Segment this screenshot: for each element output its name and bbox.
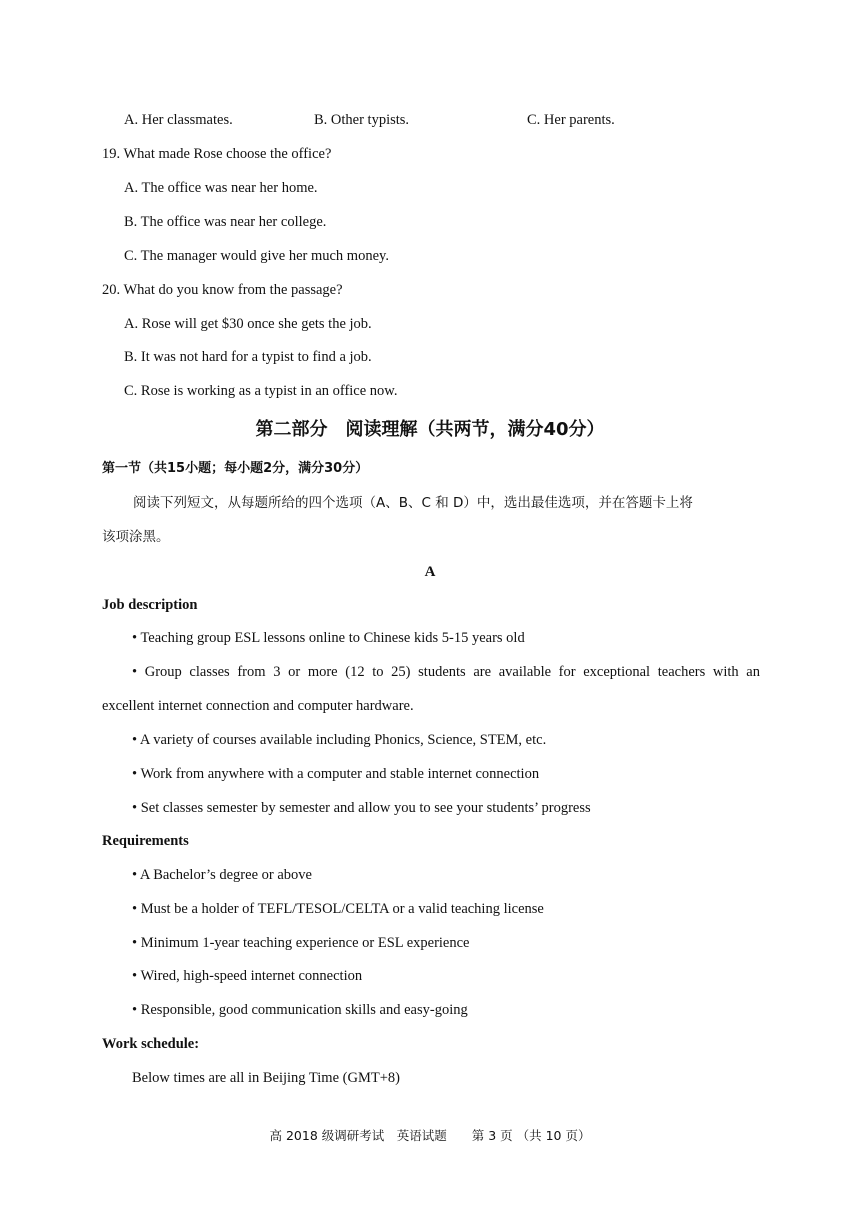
q19-option-c: C. The manager would give her much money. [124,248,389,264]
q19-option-b: B. The office was near her college. [124,214,327,230]
q20-option-a: A. Rose will get $30 once she gets the job. [124,316,372,332]
work-schedule-note: Below times are all in Beijing Time (GMT+8) [132,1070,400,1086]
q20-question: 20. What do you know from the passage? [102,282,343,298]
requirement-item: • Must be a holder of TEFL/TESOL/CELTA or a valid teaching license [132,901,544,917]
instruction-line-2: 该项涂黑。 [102,529,170,545]
job-description-title: Job description [102,597,198,613]
q19-question: 19. What made Rose choose the office? [102,146,332,162]
q19-option-a: A. The office was near her home. [124,180,318,196]
q20-option-c: C. Rose is working as a typist in an office now. [124,383,398,399]
job-item: • Teaching group ESL lessons online to Chinese kids 5-15 years old [132,630,525,646]
requirement-item: • Responsible, good communication skills and easy-going [132,1002,468,1018]
job-item: • Set classes semester by semester and allow you to see your students’ progress [132,800,591,816]
requirements-title: Requirements [102,833,189,849]
job-item: • Work from anywhere with a computer and stable internet connection [132,766,540,782]
requirement-item: • Wired, high-speed internet connection [132,968,363,984]
job-item: • A variety of courses available including Phonics, Science, STEM, etc. [132,732,547,748]
q18-options [124,110,724,130]
passage-letter: A [424,564,436,580]
job-item: • Group classes from 3 or more (12 to 25) students are available for exceptional teachers with an [132,664,760,680]
requirement-item: • A Bachelor’s degree or above [132,867,312,883]
q18-option-a: A. Her classmates. [124,112,233,128]
part2-heading: 第二部分 阅读理解（共两节，满分40分） [255,419,605,440]
q20-option-b: B. It was not hard for a typist to find a job. [124,349,372,365]
page-footer: 高 2018 级调研考试 英语试题 第 3 页 （共 10 页） [269,1128,591,1143]
requirement-item: • Minimum 1-year teaching experience or ESL experience [132,935,470,951]
job-item-continuation: excellent internet connection and computer hardware. [102,698,414,714]
q18-option-c: C. Her parents. [527,112,615,128]
q18-option-b: B. Other typists. [314,112,410,128]
work-schedule-title: Work schedule: [102,1036,200,1052]
section1-heading: 第一节（共15小题；每小题2分，满分30分） [102,461,369,476]
instruction-line-1: 阅读下列短文，从每题所给的四个选项（A、B、C 和 D）中，选出最佳选项，并在答题卡上将 [133,495,693,511]
